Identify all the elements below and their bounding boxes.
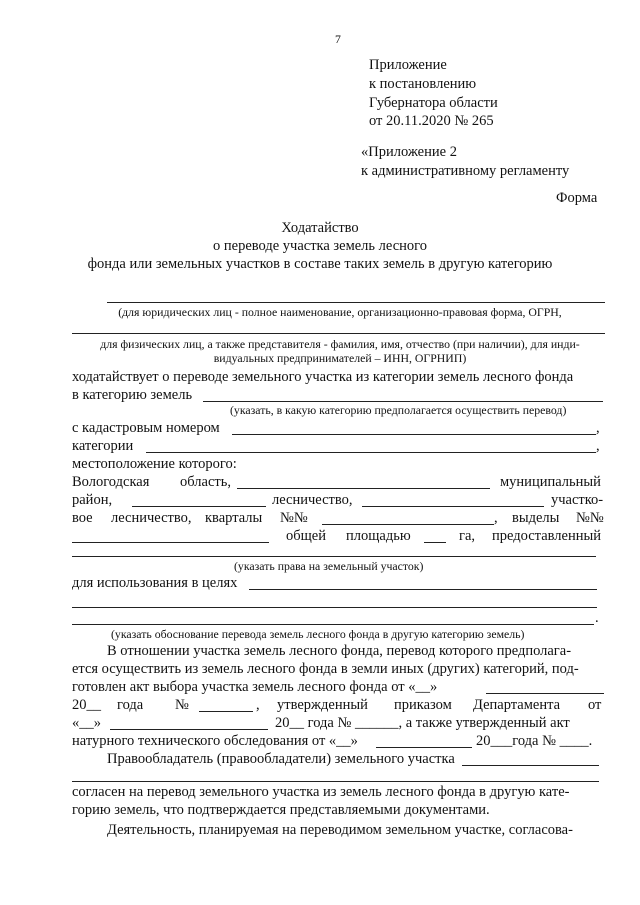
forestry-word: кварталы xyxy=(205,510,263,526)
purpose-field-2[interactable] xyxy=(72,607,597,608)
document-title: фонда или земельных участков в составе таких земель в другую категорию xyxy=(87,256,553,272)
hint-legal-entity: (для юридических лиц - полное наименование, организационно-правовая форма, ОГРН, xyxy=(118,305,562,319)
forestry-word: вое xyxy=(72,510,93,526)
para-word: от xyxy=(588,697,602,713)
period: . xyxy=(595,610,599,626)
area-word: общей xyxy=(286,528,326,544)
para-word: 20__ года № ______, а также утвержденный акт xyxy=(275,715,570,731)
purpose-field[interactable] xyxy=(249,589,597,590)
target-category-field[interactable] xyxy=(203,401,603,402)
appendix-line: Приложение xyxy=(369,57,447,73)
region-word: Вологодская xyxy=(72,474,150,490)
para-line: В отношении участка земель лесного фонда, перевод которого предполага- xyxy=(107,643,572,659)
comma: , xyxy=(596,438,600,454)
para-word: «__» xyxy=(72,715,101,731)
region-word: область, xyxy=(180,474,231,490)
appendix2-line: к административному регламенту xyxy=(361,163,570,179)
para-word: , xyxy=(256,697,260,713)
applicant-name-field[interactable] xyxy=(107,302,605,303)
para-word: приказом xyxy=(394,697,452,713)
page-number: 7 xyxy=(335,32,341,46)
cadastral-number-field[interactable] xyxy=(232,434,596,435)
act-date-field[interactable] xyxy=(486,693,604,694)
consent-line: согласен на перевод земельного участка из земель лесного фонда в другую кате- xyxy=(72,784,570,800)
para-word: Департамента xyxy=(473,697,561,713)
hint-individual: для физических лиц, а также представителя - фамилия, имя, отчество (при наличии), для инди- xyxy=(100,337,580,351)
forestry-word: , xyxy=(494,510,498,526)
district-word: лесничество, xyxy=(272,492,353,508)
act-number-field[interactable] xyxy=(199,711,253,712)
location-label: местоположение которого: xyxy=(72,456,237,472)
district-word: участко- xyxy=(551,492,604,508)
owner-label: Правообладатель (правообладатели) земельного участка xyxy=(107,751,455,767)
hint-category: (указать, в какую категорию предполагается осуществить перевод) xyxy=(230,403,567,417)
area-field[interactable] xyxy=(424,542,446,543)
activity-line: Деятельность, планируемая на переводимом земельном участке, согласова- xyxy=(107,822,573,838)
order-date-field[interactable] xyxy=(110,729,268,730)
para-line: 20___года № ____. xyxy=(476,733,593,749)
hint-reason: (указать обоснование перевода земель лесного фонда в другую категорию земель) xyxy=(111,627,525,641)
document-title: о переводе участка земель лесного xyxy=(213,238,427,254)
municipality-field[interactable] xyxy=(237,488,490,489)
allotments-field[interactable] xyxy=(72,542,269,543)
para-word: 20__ xyxy=(72,697,101,713)
hint-rights: (указать права на земельный участок) xyxy=(234,559,424,573)
purpose-label: для использования в целях xyxy=(72,575,238,591)
area-word: га, xyxy=(459,528,476,544)
consent-line: горию земель, что подтверждается представляемыми документами. xyxy=(72,802,490,818)
appendix-line: Губернатора области xyxy=(369,95,498,111)
petition-text: ходатайствует о переводе земельного участка из категории земель лесного фонда xyxy=(72,369,574,385)
forestry-word: №№ xyxy=(576,510,604,526)
rights-field[interactable] xyxy=(72,556,596,557)
survey-date-field[interactable] xyxy=(376,747,472,748)
forestry-word: №№ xyxy=(280,510,308,526)
petition-text: в категорию земель xyxy=(72,387,193,403)
forestry-word: лесничество, xyxy=(111,510,192,526)
district-field[interactable] xyxy=(132,506,266,507)
reason-field[interactable] xyxy=(72,624,594,625)
para-line: ется осуществить из земель лесного фонда в земли иных (других) категорий, под- xyxy=(72,661,579,677)
appendix-line: от 20.11.2020 № 265 xyxy=(369,113,494,129)
applicant-name-field-2[interactable] xyxy=(72,333,605,334)
para-word: № xyxy=(175,697,189,713)
para-word: года xyxy=(117,697,144,713)
quarters-field[interactable] xyxy=(322,524,494,525)
para-line: натурного технического обследования от «__» xyxy=(72,733,358,749)
category-field[interactable] xyxy=(146,452,596,453)
para-line: готовлен акт выбора участка земель лесного фонда от «__» xyxy=(72,679,438,695)
owner-field-2[interactable] xyxy=(72,781,599,782)
area-word: площадью xyxy=(346,528,411,544)
category-label: категории xyxy=(72,438,134,454)
appendix2-line: «Приложение 2 xyxy=(361,144,457,160)
hint-individual: видуальных предпринимателей – ИНН, ОГРНИП) xyxy=(213,351,467,365)
district-word: район, xyxy=(72,492,113,508)
para-word: утвержденный xyxy=(277,697,368,713)
forestry-word: выделы xyxy=(512,510,560,526)
area-word: предоставленный xyxy=(492,528,601,544)
comma: , xyxy=(596,420,600,436)
forestry-field[interactable] xyxy=(362,506,544,507)
form-label: Форма xyxy=(556,190,598,206)
document-title: Ходатайство xyxy=(281,220,359,236)
cadastral-label: с кадастровым номером xyxy=(72,420,220,436)
appendix-line: к постановлению xyxy=(369,76,477,92)
region-word: муниципальный xyxy=(500,474,601,490)
owner-field[interactable] xyxy=(462,765,599,766)
